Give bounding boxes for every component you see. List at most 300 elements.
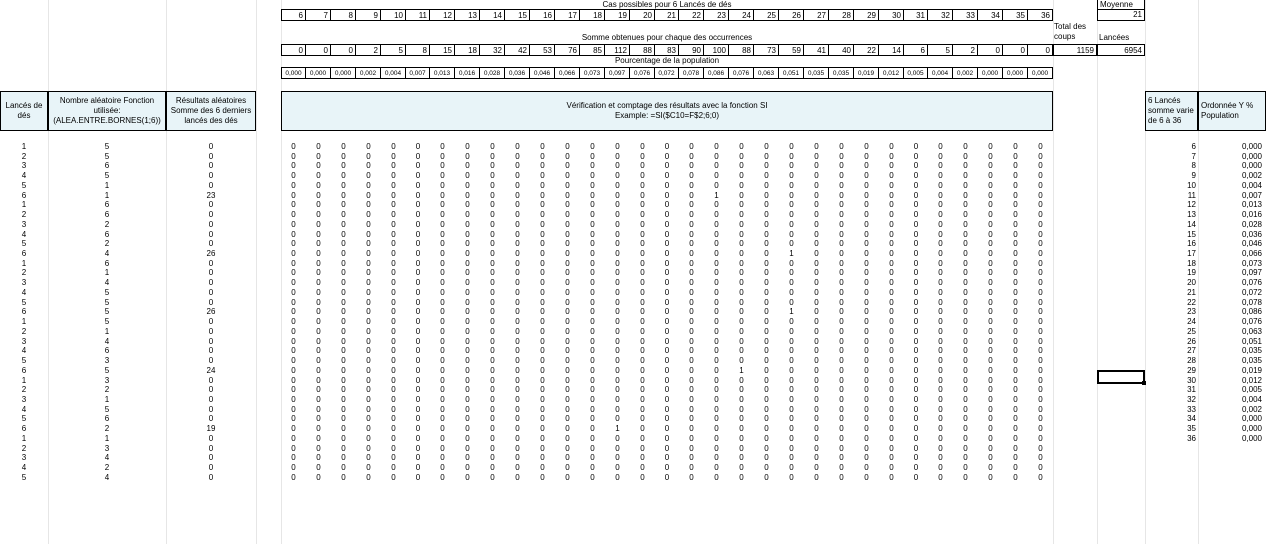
verification-cell[interactable]: 0: [938, 463, 943, 472]
verification-cell[interactable]: 0: [689, 239, 694, 248]
verification-cell[interactable]: 0: [415, 307, 421, 316]
verification-cell[interactable]: 0: [864, 200, 869, 209]
verification-cell[interactable]: 0: [316, 317, 321, 326]
sum-cell[interactable]: 88: [630, 44, 655, 56]
verification-cell[interactable]: 0: [490, 259, 495, 268]
verification-cell[interactable]: 0: [1038, 230, 1043, 239]
verification-cell[interactable]: 0: [366, 405, 371, 414]
verification-cell[interactable]: 0: [565, 239, 570, 248]
verification-cell[interactable]: 0: [316, 376, 321, 385]
verification-cell[interactable]: 0: [864, 142, 869, 151]
verification-cell[interactable]: 0: [440, 171, 445, 180]
verification-cell[interactable]: 0: [988, 191, 993, 200]
verification-cell[interactable]: 0: [341, 200, 346, 209]
verification-cell[interactable]: 0: [440, 200, 445, 209]
verification-cell[interactable]: 0: [839, 298, 844, 307]
random-number[interactable]: 1: [104, 181, 110, 190]
verification-cell[interactable]: 0: [291, 230, 296, 239]
verification-cell[interactable]: 0: [739, 395, 744, 404]
random-number[interactable]: 2: [104, 239, 110, 248]
verification-cell[interactable]: 0: [391, 356, 396, 365]
verification-cell[interactable]: 0: [839, 288, 844, 297]
verification-cell[interactable]: 0: [366, 376, 371, 385]
verification-cell[interactable]: 0: [889, 453, 894, 462]
verification-cell[interactable]: 0: [714, 317, 719, 326]
verification-cell[interactable]: 0: [465, 171, 470, 180]
verification-cell[interactable]: 0: [391, 444, 396, 453]
random-sum-result[interactable]: 0: [208, 385, 214, 394]
verification-cell[interactable]: 0: [440, 142, 445, 151]
population-pct-cell[interactable]: 0,012: [1241, 376, 1262, 385]
verification-cell[interactable]: 0: [714, 181, 719, 190]
verification-cell[interactable]: 0: [391, 181, 396, 190]
verification-cell[interactable]: 0: [864, 327, 869, 336]
population-pct-cell[interactable]: 0,000: [1241, 414, 1262, 423]
verification-cell[interactable]: 0: [938, 278, 943, 287]
verification-cell[interactable]: 0: [366, 220, 371, 229]
verification-cell[interactable]: 0: [640, 473, 645, 482]
verification-cell[interactable]: 0: [415, 327, 421, 336]
verification-cell[interactable]: 0: [988, 298, 993, 307]
verification-cell[interactable]: 0: [839, 346, 844, 355]
verification-cell[interactable]: 0: [714, 346, 719, 355]
case-cell[interactable]: 30: [879, 9, 904, 21]
verification-cell[interactable]: 0: [764, 463, 769, 472]
verification-cell[interactable]: 0: [714, 307, 719, 316]
verification-cell[interactable]: 0: [889, 152, 894, 161]
verification-cell[interactable]: 0: [540, 337, 545, 346]
verification-cell[interactable]: 0: [515, 220, 520, 229]
verification-cell[interactable]: 0: [640, 337, 645, 346]
verification-cell[interactable]: 0: [689, 385, 694, 394]
verification-cell[interactable]: 0: [988, 356, 993, 365]
verification-cell[interactable]: 0: [864, 181, 869, 190]
verification-cell[interactable]: 0: [789, 298, 794, 307]
verification-cell[interactable]: 0: [565, 171, 570, 180]
verification-cell[interactable]: 0: [415, 395, 421, 404]
verification-cell[interactable]: 0: [714, 142, 719, 151]
verification-cell[interactable]: 0: [490, 278, 495, 287]
verification-cell[interactable]: 0: [938, 152, 943, 161]
verification-cell[interactable]: 0: [515, 395, 520, 404]
verification-cell[interactable]: 0: [366, 142, 371, 151]
population-pct-cell[interactable]: 0,007: [1241, 191, 1262, 200]
sum-value-cell[interactable]: 23: [1187, 307, 1196, 316]
pct-cell[interactable]: 0,035: [804, 67, 829, 79]
verification-cell[interactable]: 0: [889, 298, 894, 307]
verification-cell[interactable]: 0: [714, 171, 719, 180]
verification-cell[interactable]: 0: [764, 288, 769, 297]
verification-cell[interactable]: 0: [415, 249, 421, 258]
verification-cell[interactable]: 0: [988, 307, 993, 316]
verification-cell[interactable]: 0: [490, 152, 495, 161]
verification-cell[interactable]: 0: [465, 366, 470, 375]
verification-cell[interactable]: 0: [341, 453, 346, 462]
verification-cell[interactable]: 0: [391, 161, 396, 170]
verification-cell[interactable]: 0: [291, 142, 296, 151]
verification-cell[interactable]: 0: [490, 230, 495, 239]
verification-cell[interactable]: 0: [938, 220, 943, 229]
verification-cell[interactable]: 0: [889, 142, 894, 151]
verification-cell[interactable]: 0: [465, 191, 470, 200]
verification-cell[interactable]: 0: [515, 259, 520, 268]
verification-cell[interactable]: 0: [889, 424, 894, 433]
verification-cell[interactable]: 0: [913, 317, 919, 326]
verification-cell[interactable]: 0: [913, 424, 919, 433]
sum-value-cell[interactable]: 32: [1187, 395, 1196, 404]
random-number[interactable]: 6: [104, 346, 110, 355]
verification-cell[interactable]: 0: [814, 239, 819, 248]
verification-cell[interactable]: 0: [938, 424, 943, 433]
verification-cell[interactable]: 0: [864, 171, 869, 180]
verification-cell[interactable]: 0: [366, 298, 371, 307]
verification-cell[interactable]: 0: [814, 405, 819, 414]
verification-cell[interactable]: 0: [988, 366, 993, 375]
sum-cell[interactable]: 42: [505, 44, 530, 56]
random-number[interactable]: 1: [104, 395, 110, 404]
verification-cell[interactable]: 0: [864, 473, 869, 482]
verification-cell[interactable]: 0: [465, 434, 470, 443]
verification-cell[interactable]: 0: [440, 278, 445, 287]
verification-cell[interactable]: 0: [440, 395, 445, 404]
verification-cell[interactable]: 0: [366, 385, 371, 394]
dice-roll-index[interactable]: 6: [21, 191, 27, 200]
verification-cell[interactable]: 0: [789, 366, 794, 375]
col-header-6lances[interactable]: 6 Lancés somme varie de 6 à 36: [1145, 91, 1198, 131]
population-pct-cell[interactable]: 0,072: [1241, 288, 1262, 297]
random-sum-result[interactable]: 0: [208, 200, 214, 209]
verification-cell[interactable]: 0: [1038, 453, 1043, 462]
verification-cell[interactable]: 0: [764, 376, 769, 385]
verification-cell[interactable]: 0: [689, 181, 694, 190]
verification-cell[interactable]: 0: [889, 171, 894, 180]
verification-cell[interactable]: 0: [789, 434, 794, 443]
verification-cell[interactable]: 0: [814, 171, 819, 180]
verification-cell[interactable]: 0: [864, 210, 869, 219]
verification-cell[interactable]: 0: [814, 298, 819, 307]
verification-cell[interactable]: 0: [515, 473, 520, 482]
verification-cell[interactable]: 0: [764, 152, 769, 161]
verification-cell[interactable]: 0: [1038, 191, 1043, 200]
dice-roll-index[interactable]: 2: [21, 385, 27, 394]
pct-cell[interactable]: 0,004: [381, 67, 406, 79]
verification-cell[interactable]: 0: [664, 298, 670, 307]
random-sum-result[interactable]: 0: [208, 434, 214, 443]
verification-cell[interactable]: 0: [640, 434, 645, 443]
verification-cell[interactable]: 0: [366, 356, 371, 365]
verification-cell[interactable]: 0: [615, 298, 620, 307]
verification-cell[interactable]: 0: [366, 191, 371, 200]
random-number[interactable]: 2: [104, 424, 110, 433]
random-sum-result[interactable]: 24: [206, 366, 216, 375]
verification-cell[interactable]: 0: [640, 191, 645, 200]
verification-cell[interactable]: 0: [988, 473, 993, 482]
verification-cell[interactable]: 0: [640, 395, 645, 404]
verification-cell[interactable]: 0: [689, 327, 694, 336]
verification-cell[interactable]: 0: [963, 434, 968, 443]
verification-cell[interactable]: 0: [864, 259, 869, 268]
verification-cell[interactable]: 0: [1038, 161, 1043, 170]
verification-cell[interactable]: 0: [664, 307, 670, 316]
verification-cell[interactable]: 0: [515, 171, 520, 180]
verification-cell[interactable]: 0: [515, 200, 520, 209]
col-header-resultats[interactable]: Résultats aléatoires Somme des 6 derniers lancés des dés: [166, 91, 256, 131]
verification-cell[interactable]: 1: [789, 307, 794, 316]
verification-cell[interactable]: 0: [1013, 346, 1018, 355]
random-number[interactable]: 5: [104, 152, 110, 161]
verification-cell[interactable]: 0: [316, 405, 321, 414]
verification-cell[interactable]: 0: [764, 424, 769, 433]
verification-cell[interactable]: 0: [764, 171, 769, 180]
verification-cell[interactable]: 0: [341, 191, 346, 200]
population-pct-cell[interactable]: 0,004: [1241, 181, 1262, 190]
pct-cell[interactable]: 0,076: [630, 67, 655, 79]
verification-cell[interactable]: 0: [889, 414, 894, 423]
verification-cell[interactable]: 0: [440, 385, 445, 394]
dice-roll-index[interactable]: 4: [21, 288, 27, 297]
verification-cell[interactable]: 0: [689, 376, 694, 385]
verification-cell[interactable]: 0: [889, 200, 894, 209]
dice-roll-index[interactable]: 5: [21, 356, 27, 365]
verification-cell[interactable]: 0: [615, 191, 620, 200]
verification-cell[interactable]: 0: [814, 463, 819, 472]
verification-cell[interactable]: 0: [739, 181, 744, 190]
verification-cell[interactable]: 0: [689, 337, 694, 346]
verification-cell[interactable]: 0: [839, 395, 844, 404]
verification-cell[interactable]: 0: [664, 152, 670, 161]
verification-cell[interactable]: 0: [814, 259, 819, 268]
verification-cell[interactable]: 0: [316, 298, 321, 307]
verification-cell[interactable]: 0: [814, 181, 819, 190]
verification-cell[interactable]: 0: [764, 142, 769, 151]
verification-cell[interactable]: 0: [590, 259, 595, 268]
verification-cell[interactable]: 0: [515, 239, 520, 248]
verification-cell[interactable]: 0: [764, 346, 769, 355]
verification-cell[interactable]: 0: [963, 414, 968, 423]
verification-cell[interactable]: 0: [664, 230, 670, 239]
population-pct-cell[interactable]: 0,004: [1241, 395, 1262, 404]
verification-cell[interactable]: 0: [814, 424, 819, 433]
verification-cell[interactable]: 0: [839, 424, 844, 433]
verification-cell[interactable]: 0: [689, 230, 694, 239]
verification-cell[interactable]: 0: [291, 317, 296, 326]
case-cell[interactable]: 9: [356, 9, 381, 21]
verification-cell[interactable]: 0: [988, 268, 993, 277]
random-number[interactable]: 2: [104, 220, 110, 229]
verification-cell[interactable]: 0: [490, 337, 495, 346]
verification-cell[interactable]: 0: [689, 424, 694, 433]
verification-cell[interactable]: 0: [913, 405, 919, 414]
verification-cell[interactable]: 0: [1038, 171, 1043, 180]
verification-cell[interactable]: 0: [565, 376, 570, 385]
verification-cell[interactable]: 0: [864, 268, 869, 277]
verification-cell[interactable]: 0: [988, 171, 993, 180]
verification-cell[interactable]: 0: [889, 463, 894, 472]
dice-roll-index[interactable]: 1: [21, 200, 27, 209]
verification-cell[interactable]: 0: [913, 395, 919, 404]
verification-cell[interactable]: 0: [913, 152, 919, 161]
verification-cell[interactable]: 0: [963, 424, 968, 433]
verification-cell[interactable]: 0: [689, 453, 694, 462]
sum-value-cell[interactable]: 24: [1187, 317, 1196, 326]
verification-cell[interactable]: 0: [814, 337, 819, 346]
verification-cell[interactable]: 0: [391, 463, 396, 472]
verification-cell[interactable]: 0: [988, 327, 993, 336]
verification-cell[interactable]: 0: [415, 434, 421, 443]
verification-cell[interactable]: 0: [391, 385, 396, 394]
verification-cell[interactable]: 0: [490, 385, 495, 394]
verification-cell[interactable]: 0: [391, 230, 396, 239]
verification-cell[interactable]: 0: [839, 337, 844, 346]
verification-cell[interactable]: 0: [590, 239, 595, 248]
verification-cell[interactable]: 0: [615, 268, 620, 277]
verification-cell[interactable]: 0: [963, 239, 968, 248]
verification-cell[interactable]: 0: [415, 317, 421, 326]
verification-cell[interactable]: 0: [764, 395, 769, 404]
verification-cell[interactable]: 0: [938, 327, 943, 336]
verification-cell[interactable]: 0: [789, 356, 794, 365]
verification-cell[interactable]: 0: [1038, 317, 1043, 326]
verification-cell[interactable]: 0: [490, 444, 495, 453]
verification-cell[interactable]: 0: [540, 473, 545, 482]
verification-cell[interactable]: 0: [515, 414, 520, 423]
sum-cell[interactable]: 18: [455, 44, 480, 56]
verification-cell[interactable]: 0: [341, 356, 346, 365]
pct-cell[interactable]: 0,000: [1028, 67, 1053, 79]
verification-cell[interactable]: 0: [391, 249, 396, 258]
verification-cell[interactable]: 0: [291, 171, 296, 180]
verification-cell[interactable]: 0: [440, 288, 445, 297]
dice-roll-index[interactable]: 5: [21, 298, 27, 307]
sum-value-cell[interactable]: 16: [1187, 239, 1196, 248]
dice-roll-index[interactable]: 4: [21, 171, 27, 180]
verification-cell[interactable]: 0: [764, 327, 769, 336]
random-sum-result[interactable]: 0: [208, 356, 214, 365]
verification-cell[interactable]: 0: [664, 463, 670, 472]
verification-cell[interactable]: 0: [515, 181, 520, 190]
verification-cell[interactable]: 0: [590, 278, 595, 287]
verification-cell[interactable]: 0: [366, 444, 371, 453]
verification-cell[interactable]: 0: [440, 337, 445, 346]
verification-cell[interactable]: 0: [366, 463, 371, 472]
sum-value-cell[interactable]: 28: [1187, 356, 1196, 365]
sum-cell[interactable]: 0: [281, 44, 306, 56]
verification-cell[interactable]: 0: [415, 444, 421, 453]
verification-cell[interactable]: 0: [739, 317, 744, 326]
random-number[interactable]: 5: [104, 366, 110, 375]
verification-cell[interactable]: 0: [490, 298, 495, 307]
verification-cell[interactable]: 0: [565, 346, 570, 355]
verification-cell[interactable]: 0: [615, 444, 620, 453]
verification-cell[interactable]: 0: [1013, 376, 1018, 385]
verification-cell[interactable]: 0: [1038, 444, 1043, 453]
verification-cell[interactable]: 0: [664, 453, 670, 462]
verification-cell[interactable]: 0: [814, 317, 819, 326]
verification-cell[interactable]: 0: [341, 395, 346, 404]
verification-cell[interactable]: 0: [889, 444, 894, 453]
verification-cell[interactable]: 0: [465, 210, 470, 219]
verification-cell[interactable]: 0: [515, 434, 520, 443]
verification-cell[interactable]: 0: [1013, 220, 1018, 229]
verification-cell[interactable]: 0: [515, 230, 520, 239]
verification-cell[interactable]: 0: [963, 200, 968, 209]
verification-cell[interactable]: 0: [415, 463, 421, 472]
verification-cell[interactable]: 0: [839, 220, 844, 229]
verification-cell[interactable]: 0: [938, 473, 943, 482]
dice-roll-index[interactable]: 6: [21, 366, 27, 375]
sum-value-cell[interactable]: 21: [1187, 288, 1196, 297]
verification-cell[interactable]: 0: [565, 210, 570, 219]
verification-cell[interactable]: 0: [889, 366, 894, 375]
verification-cell[interactable]: 0: [789, 239, 794, 248]
verification-cell[interactable]: 0: [864, 220, 869, 229]
verification-cell[interactable]: 0: [465, 181, 470, 190]
verification-cell[interactable]: 0: [664, 268, 670, 277]
verification-cell[interactable]: 0: [764, 181, 769, 190]
verification-cell[interactable]: 0: [889, 181, 894, 190]
verification-cell[interactable]: 0: [789, 200, 794, 209]
verification-cell[interactable]: 0: [415, 210, 421, 219]
verification-cell[interactable]: 0: [590, 453, 595, 462]
verification-cell[interactable]: 0: [938, 356, 943, 365]
pct-cell[interactable]: 0,097: [605, 67, 630, 79]
random-number[interactable]: 6: [104, 259, 110, 268]
verification-cell[interactable]: 0: [341, 317, 346, 326]
verification-cell[interactable]: 0: [640, 405, 645, 414]
verification-cell[interactable]: 0: [341, 152, 346, 161]
verification-cell[interactable]: 0: [615, 385, 620, 394]
verification-cell[interactable]: 0: [415, 181, 421, 190]
random-sum-result[interactable]: 0: [208, 161, 214, 170]
verification-cell[interactable]: 0: [590, 230, 595, 239]
verification-cell[interactable]: 0: [764, 366, 769, 375]
verification-cell[interactable]: 0: [1038, 327, 1043, 336]
verification-cell[interactable]: 0: [440, 356, 445, 365]
verification-cell[interactable]: 0: [963, 473, 968, 482]
verification-cell[interactable]: 0: [440, 249, 445, 258]
verification-cell[interactable]: 0: [565, 161, 570, 170]
verification-cell[interactable]: 0: [341, 414, 346, 423]
verification-cell[interactable]: 0: [988, 434, 993, 443]
verification-cell[interactable]: 0: [739, 405, 744, 414]
verification-cell[interactable]: 0: [839, 161, 844, 170]
verification-cell[interactable]: 1: [789, 249, 794, 258]
verification-cell[interactable]: 0: [366, 453, 371, 462]
case-cell[interactable]: 33: [953, 9, 978, 21]
verification-cell[interactable]: 0: [615, 337, 620, 346]
verification-cell[interactable]: 0: [839, 191, 844, 200]
verification-cell[interactable]: 0: [1038, 181, 1043, 190]
verification-cell[interactable]: 0: [689, 191, 694, 200]
verification-cell[interactable]: 0: [366, 152, 371, 161]
verification-cell[interactable]: 0: [913, 268, 919, 277]
verification-cell[interactable]: 0: [440, 444, 445, 453]
verification-cell[interactable]: 0: [988, 200, 993, 209]
verification-cell[interactable]: 0: [913, 337, 919, 346]
verification-cell[interactable]: 0: [1038, 414, 1043, 423]
pct-cell[interactable]: 0,086: [704, 67, 729, 79]
verification-cell[interactable]: 0: [465, 152, 470, 161]
verification-cell[interactable]: 0: [864, 278, 869, 287]
verification-cell[interactable]: 0: [963, 463, 968, 472]
verification-cell[interactable]: 0: [515, 463, 520, 472]
verification-cell[interactable]: 0: [1038, 142, 1043, 151]
verification-cell[interactable]: 0: [391, 278, 396, 287]
verification-cell[interactable]: 0: [764, 239, 769, 248]
random-sum-result[interactable]: 0: [208, 298, 214, 307]
verification-cell[interactable]: 0: [963, 307, 968, 316]
verification-cell[interactable]: 0: [565, 385, 570, 394]
